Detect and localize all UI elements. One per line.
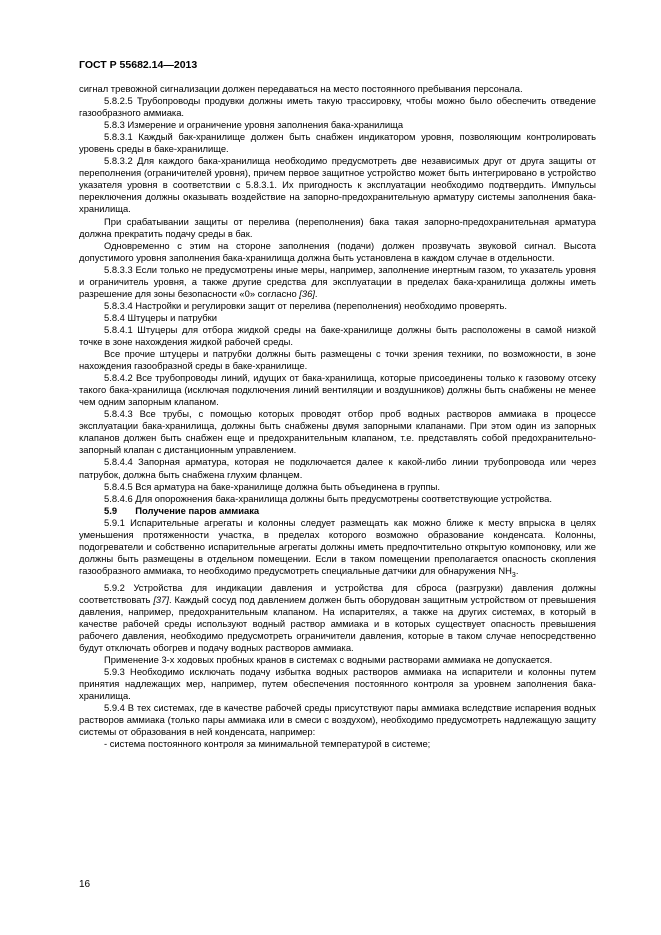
clause-number: 5.9.3 (104, 666, 125, 678)
paragraph (79, 155, 596, 215)
paragraph (79, 738, 596, 750)
paragraph (79, 95, 596, 119)
clause-number: 5.8.4.2 (104, 372, 133, 384)
paragraph-text: При срабатывании защиты от перелива (переполнения) бака такая запорно-предохранительная арматура должна прекратить подачу среды в бак. (79, 215, 596, 239)
paragraph (79, 264, 596, 300)
clause-number: 5.8.4.5 (104, 480, 133, 492)
paragraph (79, 582, 596, 654)
clause-number: 5.9.4 (104, 702, 125, 714)
paragraph-text: Штуцеры для отбора жидкой среды на баке-хранилище должны быть расположены в самой низкой точке в зоне нахождения жидкой рабочей среды. (79, 323, 596, 347)
paragraph (79, 702, 596, 738)
paragraph-text: Настройки и регулировки защит от перелива (переполнения) необходимо проверять. (135, 299, 507, 311)
clause-number: 5.9.2 (104, 581, 125, 593)
clause-number: 5.9 (104, 504, 118, 516)
document-header: ГОСТ Р 55682.14—2013 (79, 59, 198, 71)
paragraph-text: Если только не предусмотрены иные меры, например, заполнение инертным газом, то указатель уровня и ограничитель уровня, а также другие средства для эксплуатации в пределах бака-хранилища должны иметь разрешение для зоны безопасности «0» согласно (79, 263, 596, 299)
paragraph-text: Трубопроводы продувки должны иметь такую трассировку, чтобы можно было обеспечить отведение газообразного аммиака. (79, 95, 596, 119)
paragraph (79, 216, 596, 240)
clause-number: 5.8.4.6 (104, 492, 133, 504)
paragraph-text: Штуцеры и патрубки (127, 311, 218, 323)
page-number: 16 (79, 879, 91, 890)
paragraph (79, 493, 596, 505)
paragraph (79, 654, 596, 666)
paragraph-text: Запорная арматура, которая не подключается далее к какой-либо линии трубопровода или через патрубок, должна быть снабжена глухим фланцем. (79, 456, 596, 480)
document-body (79, 83, 596, 750)
paragraph-text: Все трубопроводы линий, идущих от бака-хранилища, которые присоединены только к газовому отсеку такого бака-хранилища (исключая подключения линий вентиляции и воздушников) должны быть снабжены не менее чем одним запорным клапаном. (79, 372, 597, 408)
clause-number: 5.8.4 (104, 311, 125, 323)
subscript: 3 (511, 571, 516, 579)
paragraph-text: Для опорожнения бака-хранилища должны быть предусмотрены соответствующие устройства. (135, 492, 552, 504)
clause-number: 5.8.3.3 (104, 263, 133, 275)
paragraph-text-tail: . Каждый сосуд под давлением должен быть оборудован защитным устройством от превышения давления, например, предохранительным клапаном. На испарителях, а также на других системах, в который в качестве рабочей среды используют водный раствор аммиака и в которых существует опасность превышения рабочего давления, необходимо предусмотреть ограничители давления, которые в таком случае непосредственно будут отключать обогрев и подачу водных растворов аммиака. (79, 593, 596, 654)
clause-number: 5.8.4.1 (104, 323, 133, 335)
paragraph (79, 456, 596, 480)
paragraph (79, 481, 596, 493)
clause-number: 5.8.3 (104, 119, 125, 131)
paragraph-text: Измерение и ограничение уровня заполнения бака-хранилища (127, 119, 404, 131)
clause-number: 5.8.3.1 (104, 131, 133, 143)
paragraph-text-tail: . (314, 287, 318, 299)
paragraph-text: Устройства для индикации давления и устройства для сброса (разгрузки) давления должны соответствовать (79, 581, 597, 605)
clause-number: 5.9.1 (104, 516, 125, 528)
paragraph-text: Для каждого бака-хранилища необходимо предусмотреть две независимых друг от друга защиты от переполнения (ограничителей уровня), причем первое защитное устройство может быть интегрировано в устройство указателя уровня в соответствии с 5.8.3.1. Их пригодность к эксплуатации необходимо подтвердить. Импульсы переключения должны оказывать воздействие на запорно-предохранительную арматуру системы заполнения бака-хранилища. (79, 155, 596, 215)
paragraph-text-tail: . (515, 564, 519, 576)
paragraph-text: Вся арматура на баке-хранилище должна быть объединена в группы. (135, 480, 441, 492)
clause-number: 5.8.2.5 (104, 95, 133, 107)
paragraph-text: Каждый бак-хранилище должен быть снабжен индикатором уровня, позволяющим контролировать уровень среды в баке-хранилище. (79, 131, 596, 155)
section-heading (79, 505, 596, 517)
clause-number: 5.8.3.4 (104, 299, 133, 311)
paragraph (79, 300, 596, 312)
paragraph-text: Необходимо исключать подачу избытка водных растворов аммиака на испарители и колонны путем принятия надлежащих мер, например, путем обеспечения постоянного контроля за уровнем заполнения бака-хранилища. (79, 666, 596, 702)
clause-number: 5.8.4.3 (104, 408, 133, 420)
paragraph-text: Получение паров аммиака (135, 504, 260, 516)
paragraph (79, 517, 596, 582)
paragraph (79, 372, 596, 408)
paragraph-text: Одновременно с этим на стороне заполнения (подачи) должен прозвучать звуковой сигнал. Высота допустимого уровня заполнения бака-хранилища должна быть установлена в каждом случае в отдельности. (79, 239, 596, 263)
paragraph (79, 83, 596, 95)
paragraph (79, 312, 596, 324)
paragraph-text: Испарительные агрегаты и колонны следует размещать как можно ближе к месту впрыска в целях уменьшения протяженности участка, в пределах которого возможно образование конденсата. Колонны, подогреватели и собственно испарительные агрегаты должны иметь предпочтительно открытую компоновку, или же должны быть размещены в отдельном помещении. Если в таком помещении преполагается опасность скопления газообразного аммиака, то необходимо предусмотреть специальные датчики для обнаружения NH (79, 516, 596, 576)
paragraph (79, 408, 596, 456)
paragraph-text: Все прочие штуцеры и патрубки должны быть размещены с точки зрения техники, по возможности, в зоне нахождения газообразной среды в баке-хранилище. (79, 348, 596, 372)
paragraph (79, 666, 596, 702)
paragraph (79, 119, 596, 131)
paragraph (79, 348, 596, 372)
clause-number: 5.8.4.4 (104, 456, 133, 468)
paragraph-text: Все трубы, с помощью которых проводят отбор проб водных растворов аммиака в процессе эксплуатации бака-хранилища, должны быть снабжены двумя запорными клапанами. При этом один из запорных клапанов должен быть снабжен еще и предохранительным клапаном, т.е. представлять собой предохранительно-запорный клапан с дистанционным управлением. (79, 408, 596, 456)
clause-number: 5.8.3.2 (104, 155, 133, 167)
paragraph (79, 131, 596, 155)
paragraph-text: - система постоянного контроля за минимальной температурой в системе; (104, 738, 431, 750)
paragraph-text: сигнал тревожной сигнализации должен передаваться на место постоянного пребывания персонала. (79, 83, 523, 94)
paragraph (79, 324, 596, 348)
paragraph-text: Применение 3-х ходовых пробных кранов в системах с водными растворами аммиака не допускается. (104, 654, 553, 666)
paragraph (79, 240, 596, 264)
bibliography-reference: [36] (299, 287, 315, 299)
paragraph-text: В тех системах, где в качестве рабочей среды присутствуют пары аммиака вследствие испарения водных растворов аммиака (только пары аммиака или в смеси с воздухом), необходимо предусмотреть надлежащую защиту системы от образования в ней конденсата, например: (79, 702, 596, 738)
bibliography-reference: [37] (153, 593, 169, 605)
